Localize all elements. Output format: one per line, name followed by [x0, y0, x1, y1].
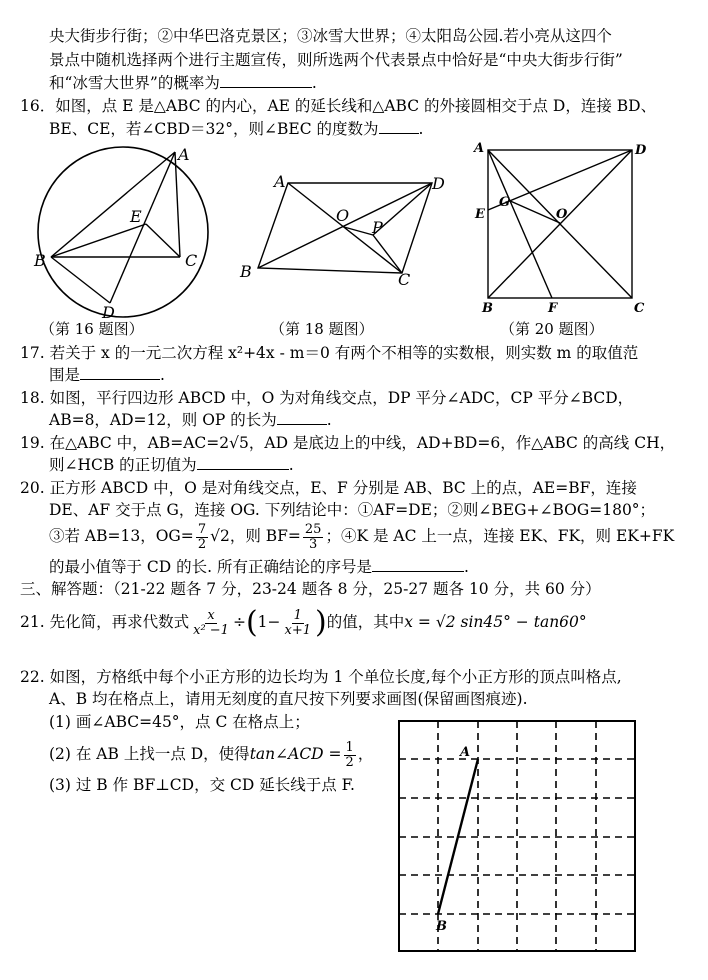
- q20-end: .: [464, 558, 469, 576]
- label-O: O: [336, 206, 350, 225]
- answer-blank: [277, 410, 327, 425]
- question-number: 22.: [20, 668, 45, 686]
- label-A: A: [474, 141, 485, 156]
- label-B: B: [482, 301, 493, 316]
- og-numerator: 7: [197, 521, 207, 537]
- q21-text1: 先化简，再求代数式: [49, 613, 190, 631]
- question-number: 20.: [20, 479, 45, 497]
- caption-fig18: （第 18 题图）: [270, 320, 374, 338]
- q22-line2: A、B 均在格点上，请用无刻度的直尺按下列要求画图(保留画图痕迹).: [49, 690, 528, 708]
- q17-text: 若关于 x 的一元二次方程 x²+4x - m＝0 有两个不相等的实数根，则实数 m 的取值范: [49, 344, 639, 362]
- og-denominator: 2: [197, 536, 207, 552]
- bf-denominator: 3: [309, 536, 318, 552]
- half-num: 1: [345, 739, 354, 755]
- q21-expression: x = √2 sin45° − tan60°: [404, 613, 587, 631]
- label-C: C: [634, 301, 645, 316]
- figure-20: [472, 138, 662, 318]
- q20-line3: [49, 516, 674, 556]
- q20-line1: [20, 478, 637, 498]
- q15-line2: 景点中随机选择两个进行主题宣传，则所选两个代表景点中恰好是“中央大街步行街”: [49, 51, 623, 69]
- q15-text: 和“冰雪大世界”的概率为: [49, 74, 220, 92]
- tan-expression: tan∠ACD =: [249, 745, 342, 763]
- divide-sign: ÷: [232, 613, 246, 631]
- q20-text4: 的最小值等于 CD 的长. 所有正确结论的序号是: [49, 558, 372, 576]
- bf-numerator: 25: [304, 521, 322, 537]
- q20-text3a: ③若 AB=13，OG=: [49, 527, 194, 545]
- half-den: 2: [345, 754, 354, 770]
- label-A: A: [274, 172, 286, 191]
- q18-line1: [20, 388, 633, 408]
- answer-blank: [372, 557, 464, 572]
- label-D: D: [102, 303, 115, 320]
- q18-line2: [49, 410, 332, 430]
- q16-line2: [49, 119, 423, 139]
- label-C: C: [185, 251, 198, 270]
- q18-text: 如图，平行四边形 ABCD 中，O 为对角线交点，DP 平分∠ADC，CP 平分∠BCD，: [49, 389, 634, 407]
- q20-line4: [49, 557, 469, 577]
- label-C: C: [398, 270, 411, 289]
- q21-fraction2: [283, 609, 314, 638]
- label-G: G: [499, 195, 511, 210]
- question-number: 16．: [20, 97, 56, 115]
- question-number: 19.: [20, 434, 45, 452]
- q21-fraction1: [191, 609, 231, 638]
- q22-part1: (1) 画∠ABC=45°，点 C 在格点上；: [49, 713, 310, 731]
- label-E: E: [475, 207, 485, 222]
- q20-line2: DE、AF 交于点 G，连接 OG. 下列结论中：①AF=DE；②则∠BEG+∠BOG=180°；: [49, 501, 656, 519]
- q21-text2: 的值，其中: [326, 613, 405, 631]
- label-A: A: [178, 145, 190, 164]
- q16-text2: BE、CE，若∠CBD＝32°，则∠BEC 的度数为: [49, 120, 379, 138]
- answer-blank: [80, 365, 160, 380]
- label-F: F: [548, 301, 558, 316]
- q17-end: .: [160, 366, 165, 384]
- q22-part2-end: ，: [357, 745, 374, 763]
- label-A: A: [460, 745, 471, 760]
- figure-16: [28, 140, 218, 320]
- caption-fig20: （第 20 题图）: [500, 320, 604, 338]
- q21-f2-num: 1: [293, 607, 302, 623]
- q19-end: .: [288, 456, 294, 474]
- label-D: D: [432, 174, 445, 193]
- label-P: P: [372, 218, 383, 237]
- q19-line1: [20, 433, 675, 453]
- section-heading: 三、解答题：（21-22 题各 7 分，23-24 题各 8 分，25-27 题各 10 分，共 60 分）: [20, 580, 601, 598]
- answer-blank: [379, 119, 419, 134]
- label-D: D: [635, 143, 647, 158]
- label-O: O: [556, 207, 568, 222]
- question-number: 17.: [20, 344, 45, 362]
- q17-text2: 围是: [49, 366, 81, 384]
- q15-line1: 央大街步行街；②中华巴洛克景区；③冰雪大世界；④太阳岛公园.若小亮从这四个: [49, 27, 612, 45]
- q19-text2: 则∠HCB 的正切值为: [49, 456, 197, 474]
- q21-f1-den: x² −1: [193, 622, 229, 638]
- q15-line3: [49, 73, 317, 93]
- q19-text: 在△ABC 中，AB=AC=2√5，AD 是底边上的中线，AD+BD=6，作△ABC 的高线 CH，: [49, 434, 676, 452]
- half-fraction: [344, 741, 356, 770]
- q18-text2: AB=8，AD=12，则 OP 的长为: [49, 411, 277, 429]
- og-radical: √2: [210, 527, 230, 545]
- grid-figure: [396, 718, 642, 956]
- label-E: E: [130, 207, 142, 226]
- q22-part2: [49, 734, 373, 774]
- q20-text3c: ；④K 是 AC 上一点，连接 EK、FK，则 EK+FK: [325, 527, 675, 545]
- q16-line1: [20, 96, 656, 116]
- caption-fig16: （第 16 题图）: [40, 320, 144, 338]
- label-B: B: [34, 251, 46, 270]
- q22-text: 如图，方格纸中每个小正方形的边长均为 1 个单位长度,每个小正方形的顶点叫格点,: [49, 668, 622, 686]
- q22-part2-text: (2) 在 AB 上找一点 D，使得: [49, 745, 250, 763]
- question-number: 18.: [20, 389, 45, 407]
- q15-end: .: [311, 74, 317, 92]
- q16-text: 如图，点 E 是△ABC 的内心，AE 的延长线和△ABC 的外接圆相交于点 D，连接 BD、: [55, 97, 657, 115]
- q17-line2: [49, 365, 165, 385]
- bf-fraction: [303, 523, 324, 552]
- q18-end: .: [326, 411, 332, 429]
- label-B: B: [240, 262, 252, 281]
- q22-line1: [20, 667, 622, 687]
- og-fraction: [196, 523, 208, 552]
- q17-line1: [20, 343, 638, 363]
- label-B: B: [436, 919, 447, 934]
- q21-f2-den: x+1: [284, 622, 312, 638]
- figure-18: [236, 165, 451, 290]
- question-number: 21.: [20, 613, 45, 631]
- q16-end: .: [418, 120, 424, 138]
- q19-line2: [49, 455, 294, 475]
- q21-f1-num: x: [207, 607, 215, 623]
- q20-text: 正方形 ABCD 中，O 是对角线交点，E、F 分别是 AB、BC 上的点，AE=BF，连接: [49, 479, 637, 497]
- q22-part3: (3) 过 B 作 BF⊥CD，交 CD 延长线于点 F.: [49, 776, 355, 794]
- answer-blank: [220, 73, 312, 88]
- q21-line: 21. 先化简，再求代数式 $\frac{x}{\text{x² −1}}$ ÷(1− $\frac{1}{x+1}$ )的值，其中x = √2 sin45° − tan60°: [20, 605, 587, 640]
- answer-blank: [197, 455, 289, 470]
- one-minus: 1−: [257, 613, 281, 631]
- q20-text3b: ，则 BF=: [229, 527, 301, 545]
